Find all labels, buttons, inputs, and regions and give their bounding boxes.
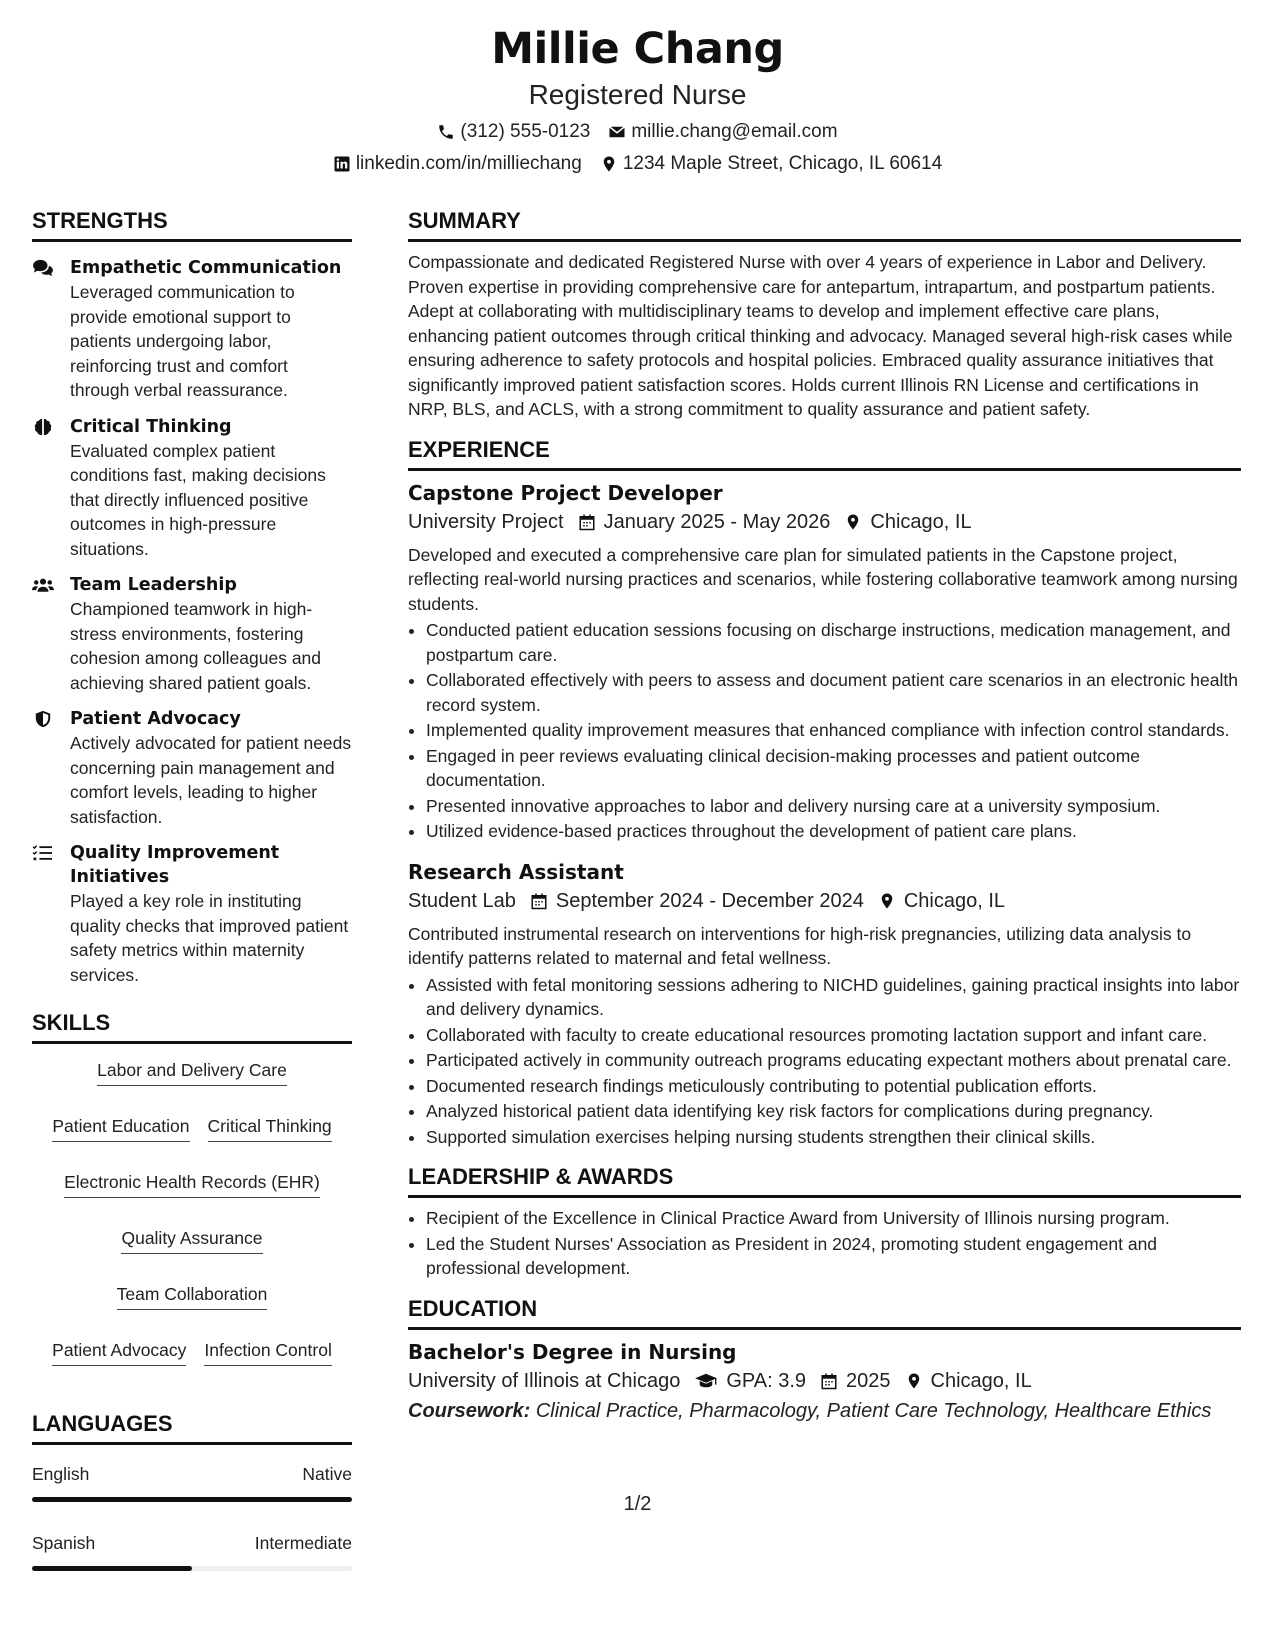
skills-list bbox=[32, 1058, 352, 1366]
list-item: • Collaborated effectively with peers to assess and document patient care scenarios in an electronic health record system. bbox=[426, 668, 1241, 717]
strength-title: Team Leadership bbox=[70, 575, 237, 595]
linkedin-text: linkedin.com/in/milliechang bbox=[355, 153, 582, 174]
strength-title: Critical Thinking bbox=[70, 416, 232, 437]
list-item: • Analyzed historical patient data identifying key risk factors for complications during pregnancy. bbox=[426, 1099, 1241, 1124]
calendar-icon bbox=[578, 513, 596, 531]
calendar-icon bbox=[530, 892, 548, 910]
strength-title: Patient Advocacy bbox=[70, 709, 241, 729]
left-column bbox=[32, 207, 352, 1571]
coursework bbox=[408, 1396, 1241, 1426]
coursework-label: Coursework: bbox=[408, 1399, 531, 1422]
brain-icon bbox=[32, 418, 54, 436]
calendar-icon bbox=[820, 1372, 838, 1390]
resume-header bbox=[0, 20, 1275, 176]
job-location: Chicago, IL bbox=[903, 889, 1006, 912]
strength-desc: Evaluated complex patient conditions fast, making decisions that directly influenced positive outcomes in high-pressure situations. bbox=[70, 440, 326, 559]
job-location: Chicago, IL bbox=[870, 510, 972, 533]
list-item: • Implemented quality improvement measures that enhanced compliance with infection control standards. bbox=[426, 718, 1241, 743]
strength-item bbox=[32, 256, 352, 403]
map-pin-icon bbox=[878, 892, 896, 910]
contact-phone[interactable] bbox=[437, 120, 590, 144]
list-check-icon bbox=[32, 844, 54, 862]
awards-heading: LEADERSHIP & AWARDS bbox=[408, 1163, 1241, 1198]
list-item: • Supported simulation exercises helping nursing students strengthen their clinical skills. bbox=[426, 1125, 1241, 1150]
summary-text: Compassionate and dedicated Registered Nurse with over 4 years of experience in Labor and Delivery. Proven expertise in providing comprehensive care for antepartum, intrapartum, and postpartum patients. Adept at collaborating with multidisciplinary teams to develop and implement effective care plans, enhancing patient outcomes through critical thinking and advocacy. Managed several high-risk cases while ensuring adherence to safety protocols and hospital policies. Embraced quality assurance initiatives that significantly improved patient satisfaction scores. Holds current Illinois RN License and certifications in NRP, BLS, and ACLS, with a strong commitment to quality assurance and patient safety. bbox=[408, 252, 1233, 419]
summary-heading: SUMMARY bbox=[408, 207, 1241, 242]
list-item: • Documented research findings meticulously contributing to potential publication efforts. bbox=[426, 1074, 1241, 1099]
job-description: Developed and executed a comprehensive care plan for simulated patients in the Capstone project, reflecting real-world nursing practices and scenarios, while fostering collaborative teamwork among nursing students. bbox=[408, 544, 1238, 614]
skills-heading: SKILLS bbox=[32, 1009, 352, 1044]
contact-row-2 bbox=[0, 152, 1275, 176]
shield-icon bbox=[32, 710, 54, 728]
job-entry bbox=[408, 858, 1241, 1150]
phone-text: (312) 555-0123 bbox=[460, 121, 591, 142]
job-dates: September 2024 - December 2024 bbox=[555, 889, 864, 912]
language-item bbox=[32, 1532, 352, 1571]
list-item: • Conducted patient education sessions focusing on discharge instructions, medication management, and postpartum care. bbox=[426, 618, 1241, 667]
contact-linkedin[interactable] bbox=[333, 152, 582, 176]
map-pin-icon bbox=[600, 155, 618, 173]
skill-tag: Critical Thinking bbox=[208, 1114, 332, 1142]
list-item: • Led the Student Nurses' Association as President in 2024, promoting student engagement and professional development. bbox=[426, 1232, 1241, 1281]
phone-icon bbox=[437, 123, 455, 141]
strength-desc: Championed teamwork in high-stress environments, fostering cohesion among colleagues and achieving shared patient goals. bbox=[70, 599, 322, 693]
job-title: Research Assistant bbox=[408, 859, 624, 884]
contact-email[interactable] bbox=[608, 120, 837, 144]
job-meta bbox=[408, 886, 1241, 916]
skill-tag: Electronic Health Records (EHR) bbox=[64, 1170, 320, 1198]
language-level: Intermediate bbox=[254, 1533, 352, 1553]
list-item: • Recipient of the Excellence in Clinical Practice Award from University of Illinois nursing program. bbox=[426, 1206, 1241, 1231]
school-name: University of Illinois at Chicago bbox=[408, 1369, 681, 1392]
skill-tag: Patient Education bbox=[52, 1114, 189, 1142]
list-item: • Utilized evidence-based practices throughout the development of patient care plans. bbox=[426, 819, 1241, 844]
education-heading: EDUCATION bbox=[408, 1295, 1241, 1330]
list-item: • Assisted with fetal monitoring sessions adhering to NICHD guidelines, gaining practical insights into labor and delivery dynamics. bbox=[426, 973, 1241, 1022]
degree-title: Bachelor's Degree in Nursing bbox=[408, 1339, 737, 1364]
strength-item bbox=[32, 573, 352, 695]
list-item: • Engaged in peer reviews evaluating clinical decision-making processes and patient outcome documentation. bbox=[426, 744, 1241, 793]
strength-desc: Played a key role in instituting quality checks that improved patient safety metrics within maternity services. bbox=[70, 891, 349, 985]
contact-row-1 bbox=[0, 120, 1275, 144]
strength-item bbox=[32, 707, 352, 829]
users-icon bbox=[32, 576, 54, 594]
list-item: • Collaborated with faculty to create educational resources promoting lactation support and infant care. bbox=[426, 1023, 1241, 1048]
linkedin-icon bbox=[333, 155, 351, 173]
strength-desc: Leveraged communication to provide emotional support to patients undergoing labor, reinforcing trust and comfort through verbal reassurance. bbox=[70, 282, 295, 400]
candidate-name: Millie Chang bbox=[491, 24, 784, 74]
skill-tag: Team Collaboration bbox=[117, 1282, 268, 1310]
job-dates: January 2025 - May 2026 bbox=[603, 510, 831, 533]
list-item: • Participated actively in community outreach programs educating expectant mothers about prenatal care. bbox=[426, 1048, 1241, 1073]
language-level: Native bbox=[302, 1464, 352, 1484]
language-proficiency-bar bbox=[32, 1566, 352, 1571]
comments-icon bbox=[32, 259, 54, 277]
address-text: 1234 Maple Street, Chicago, IL 60614 bbox=[622, 153, 943, 174]
graduation-cap-icon bbox=[694, 1372, 718, 1390]
strengths-list bbox=[32, 256, 352, 987]
job-bullets bbox=[408, 973, 1241, 1150]
candidate-title: Registered Nurse bbox=[528, 79, 747, 110]
envelope-icon bbox=[608, 123, 626, 141]
strength-item bbox=[32, 841, 352, 987]
strength-title: Quality Improvement Initiatives bbox=[70, 843, 280, 887]
job-entry bbox=[408, 479, 1241, 844]
language-name: English bbox=[32, 1464, 90, 1484]
skill-tag: Patient Advocacy bbox=[52, 1338, 186, 1366]
education-entry bbox=[408, 1338, 1241, 1426]
email-text: millie.chang@email.com bbox=[631, 121, 838, 142]
right-column bbox=[408, 207, 1241, 1426]
list-item: • Presented innovative approaches to labor and delivery nursing care at a university symposium. bbox=[426, 794, 1241, 819]
education-location: Chicago, IL bbox=[930, 1369, 1032, 1392]
skill-tag: Labor and Delivery Care bbox=[97, 1058, 287, 1086]
job-org: Student Lab bbox=[408, 889, 516, 912]
page-number: 1/2 bbox=[623, 1493, 652, 1515]
graduation-year: 2025 bbox=[846, 1369, 891, 1392]
job-org: University Project bbox=[408, 510, 564, 533]
skill-tag: Quality Assurance bbox=[121, 1226, 262, 1254]
strengths-heading: STRENGTHS bbox=[32, 207, 352, 242]
gpa: GPA: 3.9 bbox=[726, 1369, 807, 1392]
job-title: Capstone Project Developer bbox=[408, 480, 723, 505]
contact-address bbox=[600, 152, 942, 176]
strength-item bbox=[32, 415, 352, 562]
awards-bullets bbox=[408, 1206, 1241, 1281]
strength-desc: Actively advocated for patient needs concerning pain management and comfort levels, leading to higher satisfaction. bbox=[70, 733, 352, 827]
skill-tag: Infection Control bbox=[204, 1338, 331, 1366]
coursework-list: Clinical Practice, Pharmacology, Patient Care Technology, Healthcare Ethics bbox=[535, 1399, 1212, 1422]
languages-heading: LANGUAGES bbox=[32, 1410, 352, 1445]
job-description: Contributed instrumental research on interventions for high-risk pregnancies, utilizing data analysis to identify patterns related to maternal and fetal wellness. bbox=[408, 923, 1192, 968]
language-proficiency-fill bbox=[32, 1566, 192, 1571]
map-pin-icon bbox=[844, 513, 862, 531]
job-meta bbox=[408, 507, 1241, 537]
job-bullets bbox=[408, 618, 1241, 844]
education-meta bbox=[408, 1366, 1241, 1396]
language-name: Spanish bbox=[32, 1533, 96, 1553]
strength-title: Empathetic Communication bbox=[70, 258, 342, 278]
map-pin-icon bbox=[905, 1372, 923, 1390]
experience-heading: EXPERIENCE bbox=[408, 436, 1241, 471]
